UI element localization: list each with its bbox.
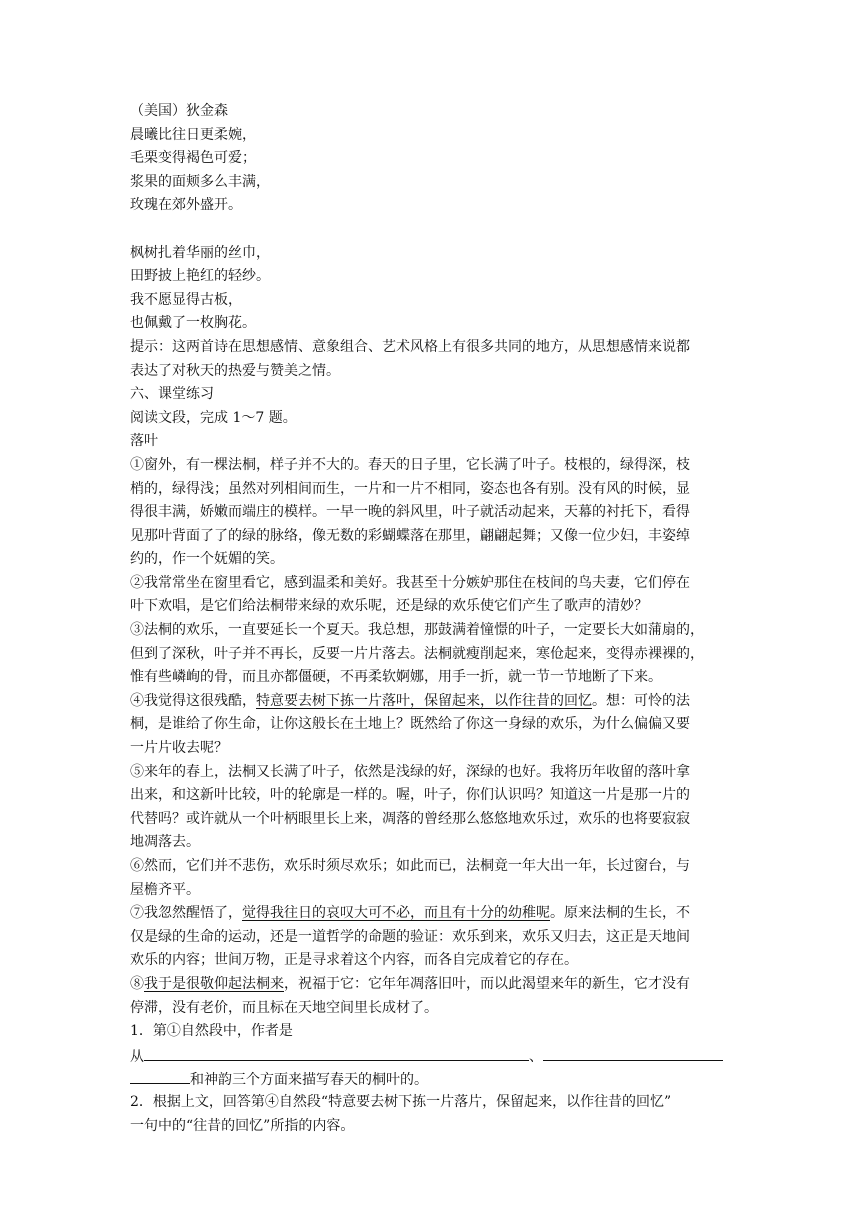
paragraph-2-line: 叶下欢唱，是它们给法桐带来绿的欢乐呢，还是绿的欢乐使它们产生了歌声的清妙？ bbox=[130, 598, 648, 615]
answer-blank[interactable] bbox=[144, 1044, 529, 1061]
paragraph-5-line: 代替吗？或许就从一个叶柄眼里长上来，凋落的曾经那么悠悠地欢乐过，欢乐的也将要寂寂 bbox=[130, 810, 690, 827]
question-1-line: 1．第①自然段中，作者是 bbox=[130, 1023, 293, 1040]
text-span: 和神韵三个方面来描写春天的桐叶的。 bbox=[190, 1072, 428, 1089]
text-span: ，祝福于它：它年年凋落旧叶，而以此渴望来年的新生，它才没有 bbox=[284, 975, 690, 992]
answer-blank[interactable] bbox=[130, 1067, 190, 1084]
paragraph-4-line: 一片片收去呢？ bbox=[130, 740, 228, 757]
paragraph-2-line: ②我常常坐在窗里看它，感到温柔和美好。我甚至十分嫉妒那住在枝间的鸟夫妻，它们停在 bbox=[130, 574, 690, 591]
question-2-line: 2．根据上文，回答第④自然段“特意要去树下拣一片落片，保留起来，以作往昔的回忆” bbox=[130, 1093, 672, 1110]
question-1-blanks bbox=[130, 1067, 730, 1091]
paragraph-8-line: 停滞，没有老价，而且标在天地空间里长成材了。 bbox=[130, 999, 438, 1016]
paragraph-5-line: ⑤来年的春上，法桐又长满了叶子，依然是浅绿的好，深绿的也好。我将历年收留的落叶拿 bbox=[130, 763, 690, 780]
paragraph-6-line: 屋檐齐平。 bbox=[130, 881, 200, 898]
paragraph-7-line: 仅是绿的生命的运动，还是一道哲学的命题的验证：欢乐到来，欢乐又归去，这正是天地间 bbox=[130, 928, 690, 945]
poem-line: 枫树扎着华丽的丝巾， bbox=[130, 244, 270, 261]
poem-line: 浆果的面颊多么丰满， bbox=[130, 173, 270, 190]
paragraph-1-line: 见那叶背面了了的绿的脉络，像无数的彩蝴蝶落在那里，翩翩起舞；又像一位少妇，丰姿绰 bbox=[130, 527, 690, 544]
question-2-line: 一句中的“往昔的回忆”所指的内容。 bbox=[130, 1117, 355, 1134]
underlined-sentence: 我于是很敬仰起法桐来 bbox=[144, 975, 284, 992]
hint-line: 表达了对秋天的热爱与赞美之情。 bbox=[130, 362, 340, 379]
poem-line: 玫瑰在郊外盛开。 bbox=[130, 197, 242, 214]
paragraph-5-line: 出来，和这新叶比较，叶的轮廓是一样的。喔，叶子，你们认识吗？知道这一片是那一片的 bbox=[130, 787, 690, 804]
answer-blank[interactable] bbox=[543, 1044, 723, 1061]
question-1-blanks bbox=[130, 1044, 730, 1068]
poem-line: 晨曦比往日更柔婉， bbox=[130, 126, 256, 143]
paragraph-3-line: 但到了深秋，叶子并不再长，反要一片片落去。法桐就瘦削起来，寒伧起来，变得赤裸裸的， bbox=[130, 645, 704, 662]
paragraph-4-line bbox=[130, 690, 730, 714]
text-span: 。原来法桐的生长，不 bbox=[550, 905, 690, 922]
text-span: 。想：可怜的法 bbox=[592, 692, 690, 709]
paragraph-3-line: 惟有些嶙峋的骨，而且亦都僵硬，不再柔软婀娜，用手一折，就一节一节地断了下来。 bbox=[130, 669, 662, 686]
paragraph-7-line: 欢乐的内容；世间万物，正是寻求着这个内容，而各自完成着它的存在。 bbox=[130, 952, 578, 969]
poem-line: 也佩戴了一枚胸花。 bbox=[130, 315, 256, 332]
underlined-sentence: 特意要去树下拣一片落叶，保留起来，以作往昔的回忆 bbox=[256, 692, 592, 709]
paragraph-5-line: 地凋落去。 bbox=[130, 834, 200, 851]
separator: 、 bbox=[529, 1048, 543, 1065]
text-span: 从 bbox=[130, 1048, 144, 1065]
paragraph-1-line: 得很丰满，娇嫩而端庄的模样。一早一晚的斜风里，叶子就活动起来，天幕的衬托下，看得 bbox=[130, 504, 690, 521]
poem-line: 我不愿显得古板， bbox=[130, 291, 242, 308]
stanza-gap bbox=[130, 218, 730, 242]
paragraph-8-line bbox=[130, 973, 730, 997]
poem-line: 毛栗变得褐色可爱； bbox=[130, 150, 256, 167]
paragraph-1-line: ①窗外，有一棵法桐，样子并不大的。春天的日子里，它长满了叶子。枝根的，绿得深，枝 bbox=[130, 456, 690, 473]
text-span: ⑦我忽然醒悟了， bbox=[130, 905, 242, 922]
text-span: ④我觉得这很残酷， bbox=[130, 692, 256, 709]
paragraph-3-line: ③法桐的欢乐，一直要延长一个夏天。我总想，那鼓满着憧憬的叶子，一定要长大如蒲扇的， bbox=[130, 622, 704, 639]
hint-line: 提示：这两首诗在思想感情、意象组合、艺术风格上有很多共同的地方，从思想感情来说都 bbox=[130, 338, 690, 355]
paragraph-1-line: 梢的，绿得浅；虽然对列相间而生，一片和一片不相同，姿态也各有别。没有风的时候，显 bbox=[130, 480, 690, 497]
section-heading: 六、课堂练习 bbox=[130, 386, 214, 403]
passage-title: 落叶 bbox=[130, 433, 158, 450]
paragraph-7-line bbox=[130, 902, 730, 926]
poem-line: 田野披上艳红的轻纱。 bbox=[130, 268, 270, 285]
underlined-sentence: 觉得我往日的哀叹大可不必，而且有十分的幼稚呢 bbox=[242, 905, 550, 922]
paragraph-6-line: ⑥然而，它们并不悲伤，欢乐时须尽欢乐；如此而已，法桐竟一年大出一年，长过窗台，与 bbox=[130, 858, 690, 874]
paragraph-4-line: 桐，是谁给了你生命，让你这般长在土地上？既然给了你这一身绿的欢乐，为什么偏偏又要 bbox=[130, 716, 690, 733]
document-page bbox=[130, 100, 730, 1138]
text-span: ⑧ bbox=[130, 975, 144, 992]
paragraph-1-line: 约的，作一个妩媚的笑。 bbox=[130, 551, 284, 568]
poem-author: （美国）狄金森 bbox=[130, 103, 228, 119]
section-instruction: 阅读文段，完成 1～7 题。 bbox=[130, 409, 297, 426]
